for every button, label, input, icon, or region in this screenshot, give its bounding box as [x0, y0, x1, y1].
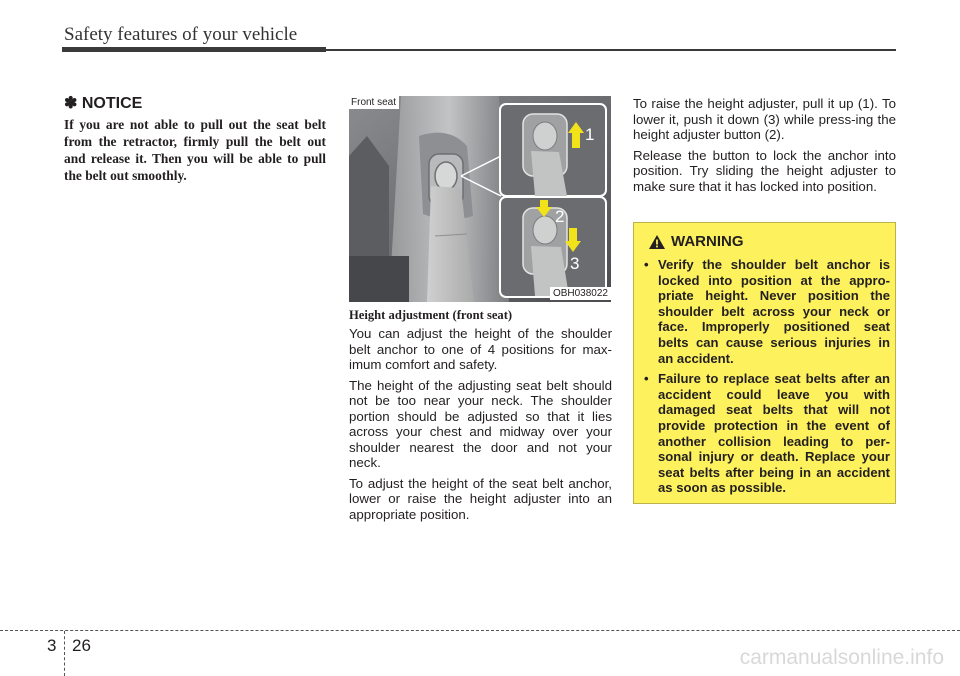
footer-divider — [64, 631, 65, 676]
header-rule — [62, 47, 326, 52]
notice-title: ✽ NOTICE — [64, 95, 143, 112]
instruction-paragraph: Release the button to lock the anchor into position. Try sliding the height adjuster to make sure that it has locked into position. — [633, 147, 896, 194]
instructions — [633, 96, 896, 199]
warning-triangle-icon — [648, 234, 666, 250]
section-paragraph: To adjust the height of the seat belt anchor, lower or raise the height adjuster into an appropriate position. — [349, 475, 612, 522]
notice-body: If you are not able to pull out the seat belt from the retractor, firmly pull the belt out and release it. Then you will be able to pull the belt out smoothly. — [64, 117, 326, 183]
callout-2: 2 — [555, 207, 565, 226]
warning-title: WARNING — [671, 233, 744, 250]
footer-rule — [0, 630, 960, 631]
section-paragraph: You can adjust the height of the shoulder belt anchor to one of 4 positions for max-imum comfort and safety. — [349, 326, 612, 372]
header-rule-thin — [326, 49, 896, 51]
watermark: carmanualsonline.info — [739, 646, 944, 669]
section-body — [349, 326, 612, 527]
warning-box — [633, 222, 896, 504]
figure-callouts — [349, 96, 611, 302]
callout-3: 3 — [570, 254, 580, 273]
instruction-paragraph: To raise the height adjuster, pull it up (1). To lower it, push it down (3) while press-ing the height adjuster button (2). — [633, 96, 896, 142]
page-number: 26 — [72, 636, 91, 655]
chapter-number: 3 — [47, 636, 57, 655]
warning-item: • Verify the shoulder belt anchor is locked into position at the appro-priate height. Never position the shoulder belt across your neck or face. Improperly positioned seat belts can cause serious injuries in an accident. — [644, 257, 890, 366]
section-paragraph: The height of the adjusting seat belt should not be too near your neck. The shoulder portion should be adjusted so that it lies across your chest and midway over your shoulder nearest the door and not your neck. — [349, 377, 612, 470]
section-heading: Height adjustment (front seat) — [349, 308, 513, 322]
callout-1: 1 — [585, 125, 595, 144]
warning-item: • Failure to replace seat belts after an accident could leave you with damaged seat belts that will not provide protection in the event of another collision leading to per-sonal injury or death. Replace your seat belts after being in an accident as soon as possible. — [644, 371, 890, 496]
figure-code: OBH038022 — [550, 287, 611, 300]
warning-list — [644, 257, 890, 501]
figure-label: Front seat — [349, 96, 399, 109]
page-header-title: Safety features of your vehicle — [64, 24, 298, 45]
warning-header — [648, 233, 744, 250]
